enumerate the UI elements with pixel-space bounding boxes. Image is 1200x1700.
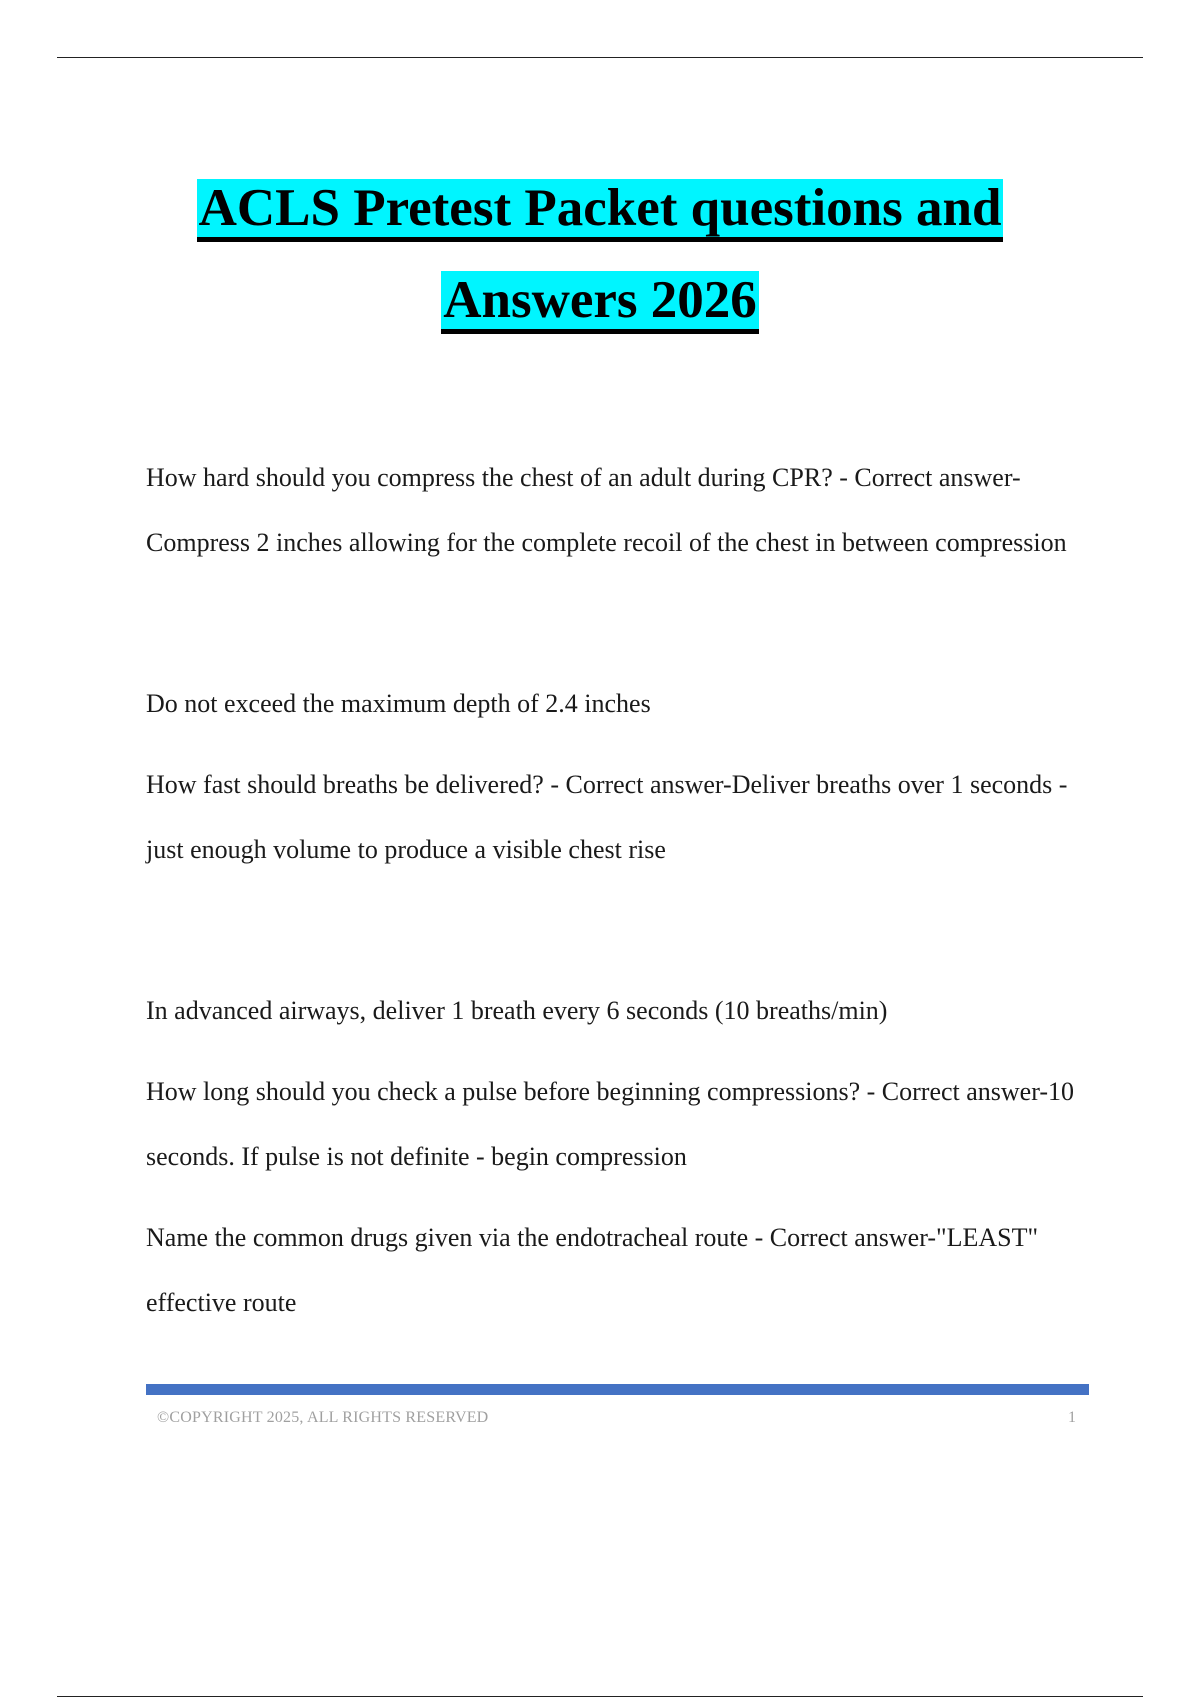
paragraph-breath-rate: How fast should breaths be delivered? - Correct answer-Deliver breaths over 1 seconds - just enough volume to produce a visible chest rise	[146, 770, 1068, 864]
title-line-1-text: ACLS Pretest Packet questions and	[197, 179, 1004, 242]
paragraph-advanced-airways: In advanced airways, deliver 1 breath every 6 seconds (10 breaths/min)	[146, 996, 888, 1025]
title-line-2-text: Answers 2026	[441, 271, 759, 334]
document-body	[146, 445, 1096, 1335]
paragraph-endotracheal-drugs: Name the common drugs given via the endotracheal route - Correct answer-"LEAST" effective route	[146, 1223, 1039, 1317]
title-line-1	[0, 175, 1200, 267]
footer-bar	[146, 1384, 1089, 1395]
top-rule	[57, 57, 1143, 58]
paragraph-chest-compression-depth: How hard should you compress the chest of an adult during CPR? - Correct answer-Compress 2 inches allowing for the complete recoil of the chest in between compression	[146, 463, 1067, 557]
bottom-rule	[57, 1696, 1143, 1697]
document-title	[0, 175, 1200, 359]
footer-copyright: ©COPYRIGHT 2025, ALL RIGHTS RESERVED	[157, 1409, 489, 1426]
title-line-2	[0, 267, 1200, 359]
paragraph-max-depth: Do not exceed the maximum depth of 2.4 inches	[146, 689, 651, 718]
paragraph-pulse-check: How long should you check a pulse before beginning compressions? - Correct answer-10 seconds. If pulse is not definite - begin compression	[146, 1077, 1075, 1171]
page-number: 1	[1068, 1409, 1076, 1426]
